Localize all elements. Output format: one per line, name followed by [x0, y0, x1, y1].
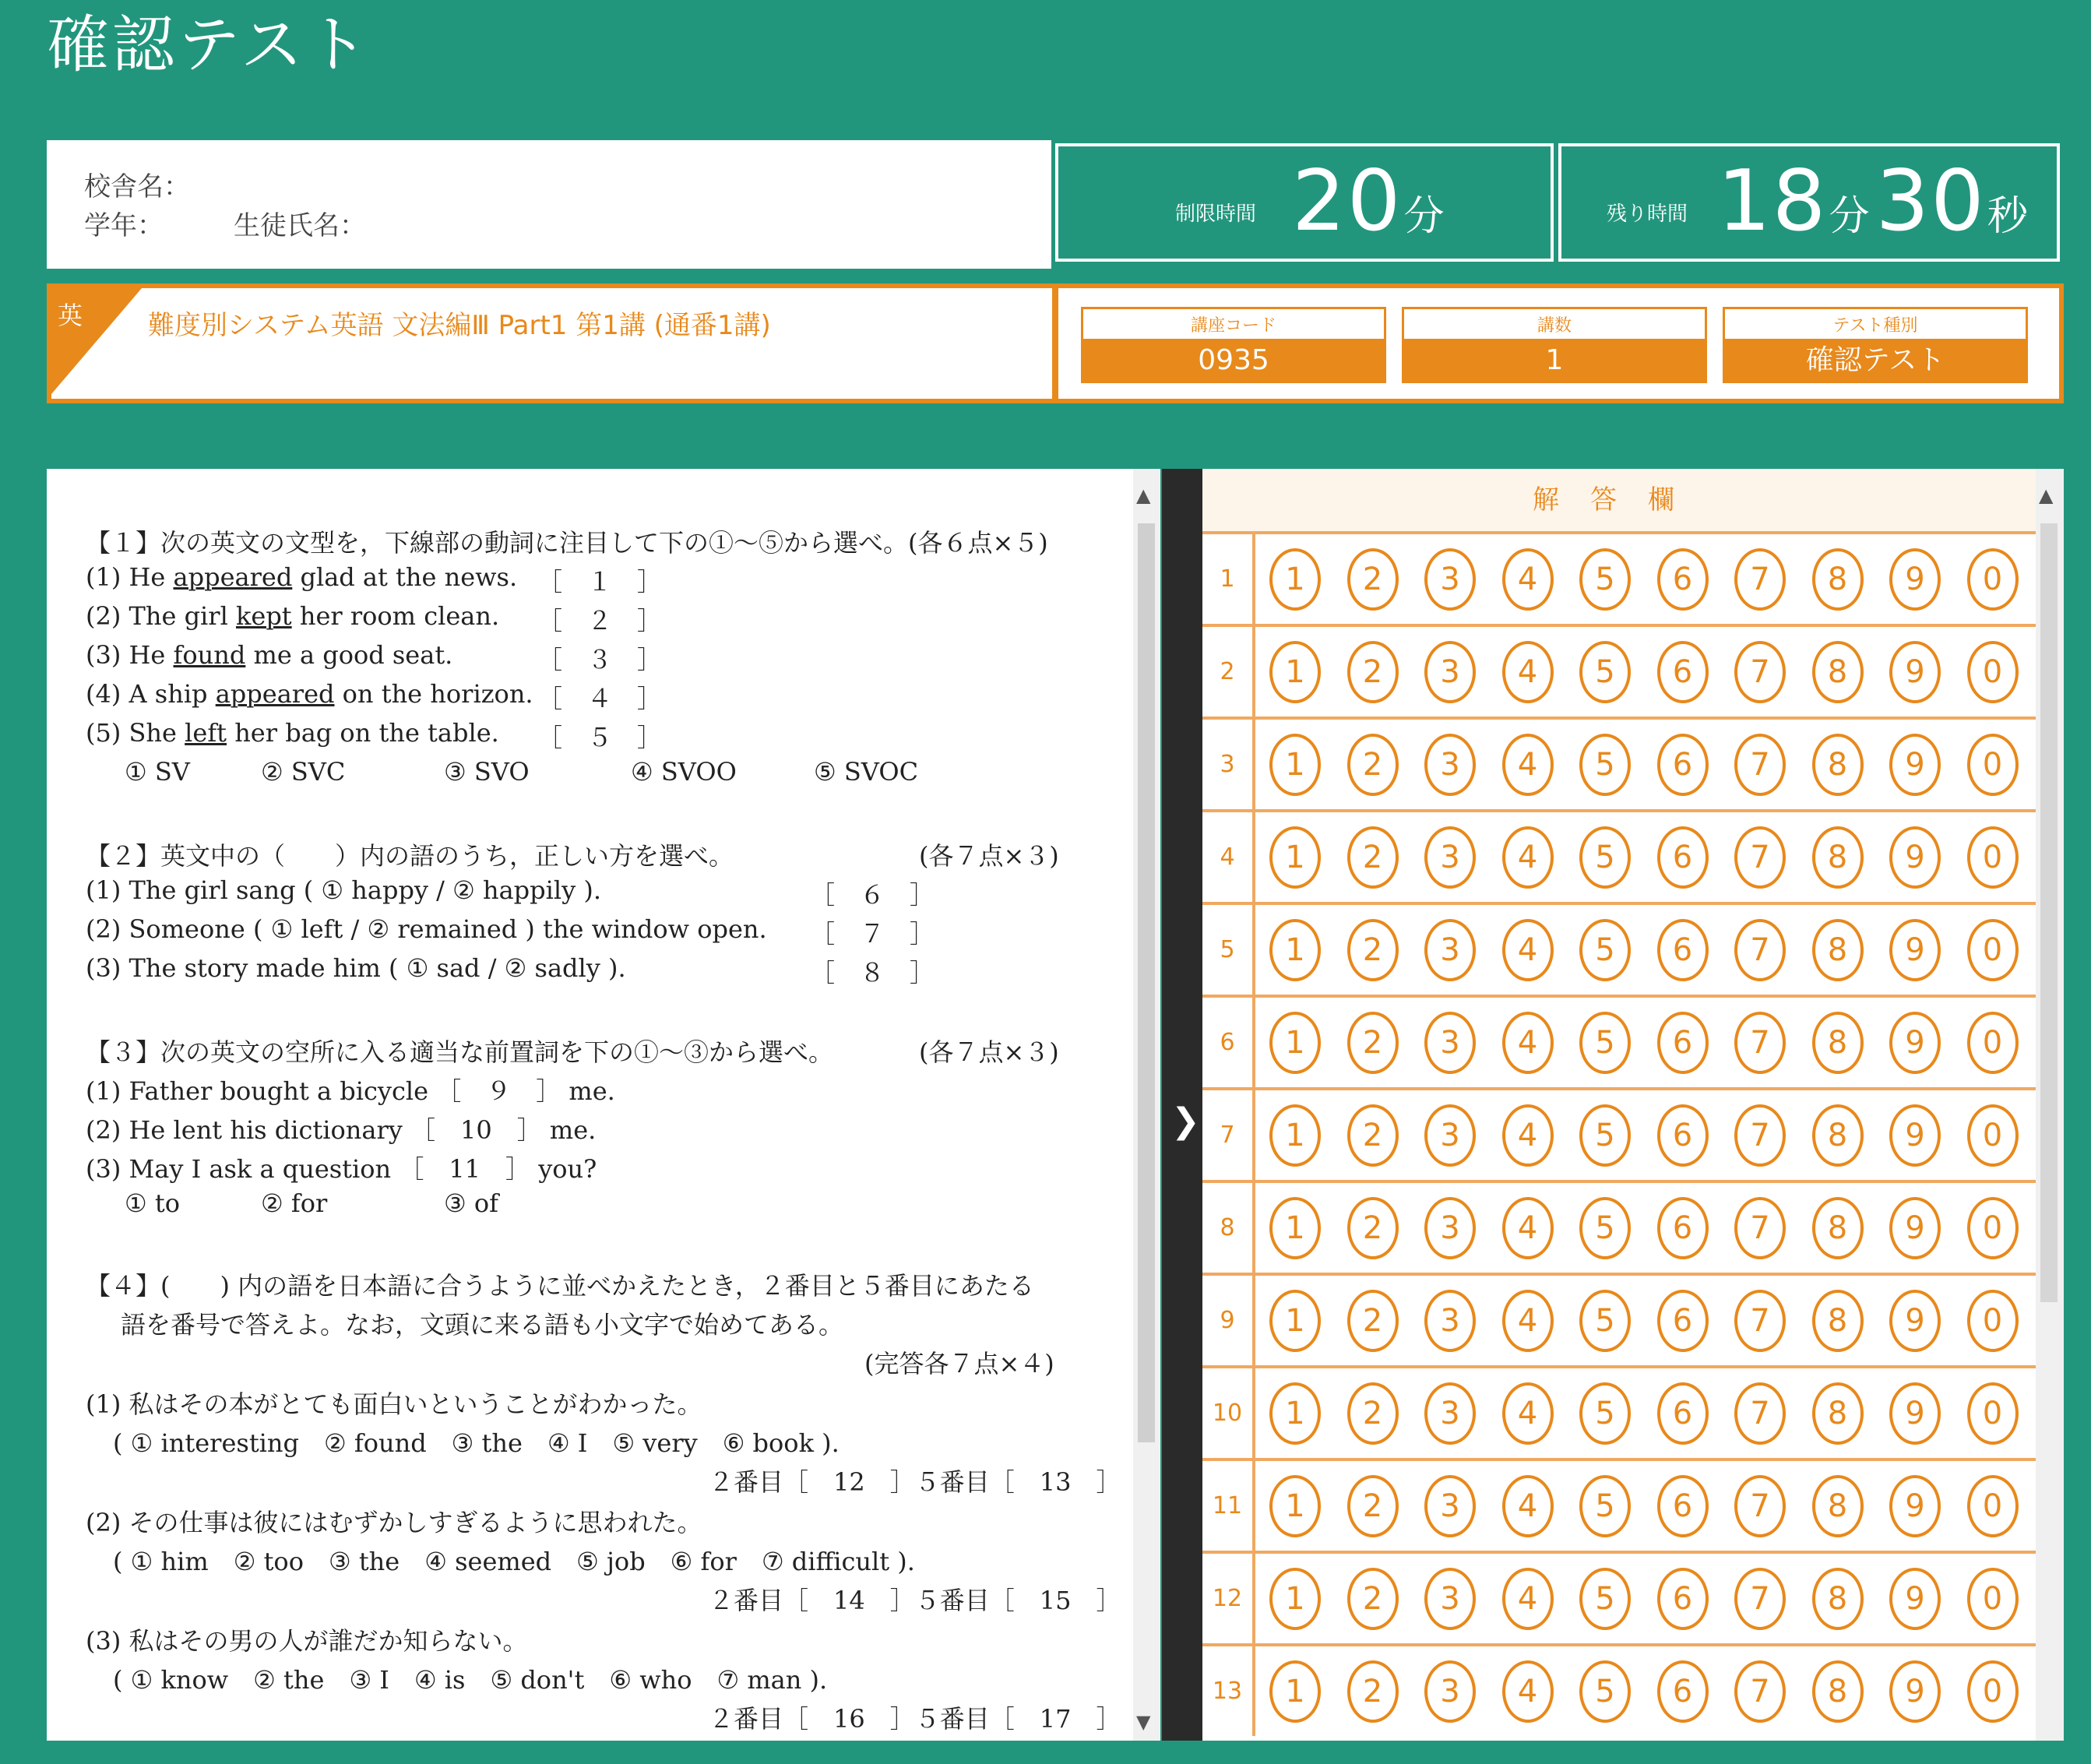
answer-bubble[interactable]: 2	[1347, 1104, 1399, 1167]
answer-bubble[interactable]: 8	[1812, 734, 1864, 796]
answer-bubble[interactable]: 0	[1967, 1660, 2019, 1723]
answer-bubble[interactable]: 8	[1812, 641, 1864, 703]
answer-row-number: 13	[1202, 1646, 1255, 1736]
answer-bubble[interactable]: 5	[1579, 1197, 1631, 1259]
q3-header: 【３】次の英文の空所に入る適当な前置詞を下の①～③から選べ。	[86, 1037, 834, 1067]
answer-bubble[interactable]: 0	[1967, 734, 2019, 796]
q1-choice-4: ④ SVOO	[631, 757, 737, 787]
answer-row	[1202, 1643, 2036, 1736]
answer-bubble[interactable]: 1	[1269, 1568, 1321, 1630]
q4-item-3-answer: ２番目［ 16 ］５番目［ 17 ］	[709, 1704, 1121, 1734]
course-divider	[1052, 288, 1058, 399]
q2-points: (各７点×３)	[919, 841, 1059, 871]
time-limit-value: 20分	[1292, 153, 1446, 250]
q1-header: 【１】次の英文の文型を，下線部の動詞に注目して下の①～⑤から選べ。(各６点×５)	[86, 528, 1048, 558]
answer-bubble[interactable]: 9	[1889, 1197, 1941, 1259]
answer-bubble[interactable]: 1	[1269, 641, 1321, 703]
q4-item-3-japanese: (3) 私はその男の人が誰だか知らない。	[86, 1626, 528, 1656]
answer-bubble[interactable]: 9	[1889, 1660, 1941, 1723]
answer-bubble[interactable]: 3	[1424, 1660, 1476, 1723]
answer-row	[1202, 1087, 2036, 1180]
answer-bubble[interactable]: 7	[1734, 1197, 1786, 1259]
answer-bubble[interactable]: 3	[1424, 1475, 1476, 1537]
q2-blank-2: ［ ７ ］	[810, 919, 935, 949]
answer-bubble[interactable]: 7	[1734, 641, 1786, 703]
q3-item-3: (3) May I ask a question ［ 11 ］ you?	[86, 1154, 597, 1184]
answer-bubble[interactable]: 3	[1424, 548, 1476, 611]
answer-bubble[interactable]: 7	[1734, 1012, 1786, 1074]
panel-divider	[1162, 469, 1202, 1741]
answer-bubble[interactable]: 6	[1657, 734, 1709, 796]
answer-bubble[interactable]: 2	[1347, 1475, 1399, 1537]
answer-bubble[interactable]: 2	[1347, 1660, 1399, 1723]
answer-bubble[interactable]: 9	[1889, 1290, 1941, 1352]
answer-bubble[interactable]: 3	[1424, 826, 1476, 889]
q1-choice-3: ③ SVO	[444, 757, 530, 787]
q3-points: (各７点×３)	[919, 1037, 1059, 1067]
course-code-value: 0935	[1083, 339, 1384, 381]
answer-bubble[interactable]: 8	[1812, 826, 1864, 889]
q1-item-5: (5) She left her bag on the table.	[86, 718, 499, 748]
q1-choice-5: ⑤ SVOC	[814, 757, 919, 787]
answer-bubble[interactable]: 4	[1502, 1660, 1554, 1723]
answer-bubble[interactable]: 7	[1734, 1475, 1786, 1537]
answer-bubble[interactable]: 9	[1889, 734, 1941, 796]
test-type-label: テスト種別	[1832, 316, 1918, 336]
answer-row	[1202, 1458, 2036, 1551]
answer-bubble[interactable]: 0	[1967, 1012, 2019, 1074]
answer-bubble[interactable]: 5	[1579, 1290, 1631, 1352]
answer-row-number: 11	[1202, 1461, 1255, 1551]
answer-bubble[interactable]: 0	[1967, 1568, 2019, 1630]
answer-bubble[interactable]: 0	[1967, 1475, 2019, 1537]
answer-bubble[interactable]: 1	[1269, 1012, 1321, 1074]
answer-bubble[interactable]: 1	[1269, 1660, 1321, 1723]
answer-row	[1202, 717, 2036, 809]
q2-blank-1: ［ ６ ］	[810, 880, 935, 910]
answer-bubble[interactable]: 5	[1579, 1012, 1631, 1074]
answer-bubble[interactable]: 0	[1967, 1104, 2019, 1167]
answer-bubble[interactable]: 4	[1502, 1382, 1554, 1445]
answer-bubble[interactable]: 6	[1657, 1197, 1709, 1259]
answer-bubble[interactable]: 6	[1657, 826, 1709, 889]
answer-bubble[interactable]: 8	[1812, 1660, 1864, 1723]
answer-bubble[interactable]: 5	[1579, 1382, 1631, 1445]
answer-bubble[interactable]: 8	[1812, 548, 1864, 611]
q3-item-2: (2) He lent his dictionary ［ 10 ］ me.	[86, 1115, 597, 1145]
q4-item-1-answer: ２番目［ 12 ］５番目［ 13 ］	[709, 1467, 1121, 1497]
q4-item-3-words: ( ① know ② the ③ I ④ is ⑤ don't ⑥ who ⑦ man ).	[113, 1665, 828, 1695]
answer-bubble[interactable]: 0	[1967, 548, 2019, 611]
answer-bubble[interactable]: 6	[1657, 1012, 1709, 1074]
answer-bubble[interactable]: 1	[1269, 826, 1321, 889]
grade-label: 学年：	[84, 210, 164, 241]
answer-bubble[interactable]: 8	[1812, 1290, 1864, 1352]
scroll-down-arrow-icon[interactable]: ▼	[1136, 1711, 1151, 1733]
answer-scroll-up-arrow-icon[interactable]: ▲	[2039, 484, 2054, 506]
subject-label: 英	[58, 301, 83, 330]
time-remaining-label: 残り時間	[1607, 202, 1688, 226]
answer-bubble[interactable]: 4	[1502, 1568, 1554, 1630]
answer-row	[1202, 1551, 2036, 1643]
answer-bubble[interactable]: 2	[1347, 641, 1399, 703]
answer-bubble[interactable]: 5	[1579, 826, 1631, 889]
answer-row	[1202, 1365, 2036, 1458]
course-title: 難度別システム英語 文法編Ⅲ Part1 第1講 (通番1講)	[148, 310, 771, 341]
answer-bubble[interactable]: 4	[1502, 1475, 1554, 1537]
answer-row-number: 9	[1202, 1276, 1255, 1365]
answer-bubble[interactable]: 1	[1269, 1475, 1321, 1537]
answer-row	[1202, 624, 2036, 717]
question-scroll-thumb[interactable]	[1138, 523, 1155, 1442]
answer-bubble[interactable]: 9	[1889, 1104, 1941, 1167]
answer-bubble[interactable]: 8	[1812, 1475, 1864, 1537]
answer-bubble[interactable]: 0	[1967, 1197, 2019, 1259]
q2-item-2: (2) Someone ( ① left / ② remained ) the window open.	[86, 914, 767, 944]
answer-bubble[interactable]: 9	[1889, 548, 1941, 611]
answer-row-number: 10	[1202, 1368, 1255, 1458]
answer-bubble[interactable]: 0	[1967, 1382, 2019, 1445]
answer-bubble[interactable]: 1	[1269, 919, 1321, 981]
answer-bubble[interactable]: 5	[1579, 548, 1631, 611]
answer-row-number: 8	[1202, 1183, 1255, 1273]
answer-bubble[interactable]: 2	[1347, 1197, 1399, 1259]
answer-bubble[interactable]: 1	[1269, 1104, 1321, 1167]
q2-header: 【２】英文中の（ ）内の語のうち，正しい方を選べ。	[86, 841, 734, 871]
answer-bubble[interactable]: 8	[1812, 919, 1864, 981]
answer-row-number: 7	[1202, 1090, 1255, 1180]
answer-bubble[interactable]: 2	[1347, 1290, 1399, 1352]
question-panel[interactable]	[47, 469, 1160, 1741]
answer-bubble[interactable]: 9	[1889, 641, 1941, 703]
q2-blank-3: ［ ８ ］	[810, 958, 935, 988]
answer-row-number: 12	[1202, 1554, 1255, 1643]
answer-bubble[interactable]: 3	[1424, 1197, 1476, 1259]
answer-row	[1202, 1273, 2036, 1365]
q1-blank-1: ［ １ ］	[537, 567, 663, 597]
answer-bubble[interactable]: 7	[1734, 826, 1786, 889]
q1-blank-2: ［ ２ ］	[537, 606, 663, 636]
answer-row-number: 4	[1202, 812, 1255, 902]
time-remaining-box	[1558, 143, 2060, 262]
answer-bubble[interactable]: 4	[1502, 641, 1554, 703]
q1-item-1: (1) He appeared glad at the news.	[86, 562, 518, 592]
answer-scrollbar[interactable]	[2036, 469, 2064, 1741]
answer-bubble[interactable]: 0	[1967, 1290, 2019, 1352]
answer-bubble[interactable]: 7	[1734, 734, 1786, 796]
chevron-right-icon[interactable]: ❯	[1171, 1101, 1200, 1141]
lesson-count-box	[1402, 307, 1707, 383]
answer-sheet-header: 解答欄	[1202, 469, 2036, 531]
scroll-up-arrow-icon[interactable]: ▲	[1136, 484, 1151, 506]
answer-bubble[interactable]: 3	[1424, 919, 1476, 981]
answer-bubble[interactable]: 8	[1812, 1012, 1864, 1074]
answer-bubble[interactable]: 9	[1889, 1382, 1941, 1445]
answer-bubble[interactable]: 4	[1502, 548, 1554, 611]
course-panel	[47, 283, 2064, 403]
q1-blank-4: ［ ４ ］	[537, 684, 663, 713]
answer-bubble[interactable]: 6	[1657, 641, 1709, 703]
answer-bubble[interactable]: 4	[1502, 1197, 1554, 1259]
answer-bubble[interactable]: 2	[1347, 1382, 1399, 1445]
course-code-box	[1081, 307, 1386, 383]
answer-bubble[interactable]: 6	[1657, 1382, 1709, 1445]
student-name-label: 生徒氏名：	[234, 210, 366, 241]
answer-bubble[interactable]: 2	[1347, 548, 1399, 611]
answer-bubble[interactable]: 6	[1657, 1290, 1709, 1352]
answer-row	[1202, 809, 2036, 902]
answer-bubble[interactable]: 2	[1347, 1568, 1399, 1630]
q1-item-3: (3) He found me a good seat.	[86, 640, 453, 670]
q4-item-1-japanese: (1) 私はその本がとても面白いということがわかった。	[86, 1389, 702, 1419]
answer-bubble[interactable]: 3	[1424, 641, 1476, 703]
q3-choice-3: ③ of	[444, 1188, 498, 1218]
school-label: 校舎名：	[84, 171, 190, 202]
answer-bubble[interactable]: 4	[1502, 734, 1554, 796]
time-limit-box	[1055, 143, 1554, 262]
answer-scroll-thumb[interactable]	[2040, 523, 2058, 1302]
answer-bubble[interactable]: 7	[1734, 1568, 1786, 1630]
answer-bubble[interactable]: 9	[1889, 1568, 1941, 1630]
q1-item-2: (2) The girl kept her room clean.	[86, 601, 500, 631]
q1-choice-1: ① SV	[125, 757, 190, 787]
answer-row	[1202, 531, 2036, 624]
answer-bubble[interactable]: 0	[1967, 641, 2019, 703]
answer-row	[1202, 995, 2036, 1087]
q4-header-line-1: 【４】( ) 内の語を日本語に合うように並べかえたとき，２番目と５番目にあたる	[86, 1271, 1034, 1301]
answer-bubble[interactable]: 4	[1502, 1290, 1554, 1352]
answer-bubble[interactable]: 9	[1889, 919, 1941, 981]
answer-bubble[interactable]: 5	[1579, 1568, 1631, 1630]
answer-bubble[interactable]: 6	[1657, 1660, 1709, 1723]
answer-row-number: 2	[1202, 627, 1255, 717]
answer-bubble[interactable]: 3	[1424, 1104, 1476, 1167]
answer-bubble[interactable]: 1	[1269, 1197, 1321, 1259]
lesson-count-label: 講数	[1537, 316, 1572, 336]
answer-row-number: 1	[1202, 534, 1255, 624]
q2-item-1: (1) The girl sang ( ① happy / ② happily ).	[86, 875, 602, 905]
answer-bubble[interactable]: 6	[1657, 919, 1709, 981]
answer-bubble[interactable]: 4	[1502, 1012, 1554, 1074]
answer-bubble[interactable]: 0	[1967, 919, 2019, 981]
answer-bubble[interactable]: 3	[1424, 1568, 1476, 1630]
answer-bubble[interactable]: 7	[1734, 1660, 1786, 1723]
course-code-label: 講座コード	[1190, 316, 1276, 336]
answer-bubble[interactable]: 4	[1502, 919, 1554, 981]
q2-item-3: (3) The story made him ( ① sad / ② sadly ).	[86, 953, 626, 983]
q4-points: (完答各７点×４)	[864, 1349, 1054, 1378]
answer-bubble[interactable]: 1	[1269, 1382, 1321, 1445]
q1-blank-3: ［ ３ ］	[537, 645, 663, 674]
answer-bubble[interactable]: 2	[1347, 1012, 1399, 1074]
answer-bubble[interactable]: 6	[1657, 1475, 1709, 1537]
answer-bubble[interactable]: 4	[1502, 826, 1554, 889]
answer-bubble[interactable]: 7	[1734, 1382, 1786, 1445]
answer-bubble[interactable]: 8	[1812, 1197, 1864, 1259]
q1-item-4: (4) A ship appeared on the horizon.	[86, 679, 533, 709]
answer-bubble[interactable]: 3	[1424, 1012, 1476, 1074]
answer-bubble[interactable]: 2	[1347, 919, 1399, 981]
answer-bubble[interactable]: 7	[1734, 1104, 1786, 1167]
answer-bubble[interactable]: 0	[1967, 826, 2019, 889]
answer-bubble[interactable]: 7	[1734, 548, 1786, 611]
student-info-panel	[47, 140, 1051, 269]
q4-item-1-words: ( ① interesting ② found ③ the ④ I ⑤ very ⑥ book ).	[113, 1428, 840, 1458]
answer-bubble[interactable]: 5	[1579, 641, 1631, 703]
answer-bubble[interactable]: 1	[1269, 734, 1321, 796]
answer-bubble[interactable]: 2	[1347, 734, 1399, 796]
q3-choice-1: ① to	[125, 1188, 180, 1218]
answer-bubble[interactable]: 6	[1657, 1568, 1709, 1630]
answer-bubble[interactable]: 5	[1579, 919, 1631, 981]
answer-row	[1202, 902, 2036, 995]
answer-bubble[interactable]: 9	[1889, 826, 1941, 889]
q3-choice-2: ② for	[261, 1188, 328, 1218]
q1-blank-5: ［ ５ ］	[537, 723, 663, 752]
answer-bubble[interactable]: 9	[1889, 1012, 1941, 1074]
answer-row-number: 5	[1202, 905, 1255, 995]
answer-bubble[interactable]: 9	[1889, 1475, 1941, 1537]
answer-bubble[interactable]: 3	[1424, 1290, 1476, 1352]
answer-bubble[interactable]: 8	[1812, 1382, 1864, 1445]
test-type-value: 確認テスト	[1725, 339, 2026, 381]
app-title: 確認テスト	[47, 9, 371, 81]
q4-item-2-japanese: (2) その仕事は彼にはむずかしすぎるように思われた。	[86, 1508, 702, 1537]
answer-bubble[interactable]: 5	[1579, 734, 1631, 796]
answer-bubble[interactable]: 8	[1812, 1104, 1864, 1167]
test-type-box	[1723, 307, 2028, 383]
answer-bubble[interactable]: 5	[1579, 1475, 1631, 1537]
time-limit-label: 制限時間	[1175, 202, 1257, 226]
answer-bubble[interactable]: 3	[1424, 1382, 1476, 1445]
answer-row-number: 6	[1202, 998, 1255, 1087]
answer-bubble[interactable]: 5	[1579, 1104, 1631, 1167]
q3-item-1: (1) Father bought a bicycle ［ ９ ］ me.	[86, 1076, 615, 1106]
answer-bubble[interactable]: 7	[1734, 1290, 1786, 1352]
answer-bubble[interactable]: 1	[1269, 548, 1321, 611]
answer-bubble[interactable]: 5	[1579, 1660, 1631, 1723]
answer-bubble[interactable]: 1	[1269, 1290, 1321, 1352]
answer-bubble[interactable]: 4	[1502, 1104, 1554, 1167]
answer-bubble[interactable]: 6	[1657, 548, 1709, 611]
q1-choice-2: ② SVC	[261, 757, 346, 787]
answer-bubble[interactable]: 3	[1424, 734, 1476, 796]
answer-bubble[interactable]: 8	[1812, 1568, 1864, 1630]
lesson-count-value: 1	[1404, 339, 1705, 381]
time-remaining-value: 18分30秒	[1717, 153, 2029, 250]
answer-bubble[interactable]: 2	[1347, 826, 1399, 889]
answer-row	[1202, 1180, 2036, 1273]
q4-item-2-words: ( ① him ② too ③ the ④ seemed ⑤ job ⑥ for ⑦ difficult ).	[113, 1547, 915, 1576]
answer-bubble[interactable]: 6	[1657, 1104, 1709, 1167]
answer-bubble[interactable]: 7	[1734, 919, 1786, 981]
q4-item-2-answer: ２番目［ 14 ］５番目［ 15 ］	[709, 1586, 1121, 1615]
question-scrollbar[interactable]	[1133, 469, 1160, 1741]
q4-header-line-2: 語を番号で答えよ。なお，文頭に来る語も小文字で始めてある。	[121, 1310, 844, 1340]
answer-sheet-panel[interactable]	[1202, 469, 2064, 1741]
answer-row-number: 3	[1202, 720, 1255, 809]
